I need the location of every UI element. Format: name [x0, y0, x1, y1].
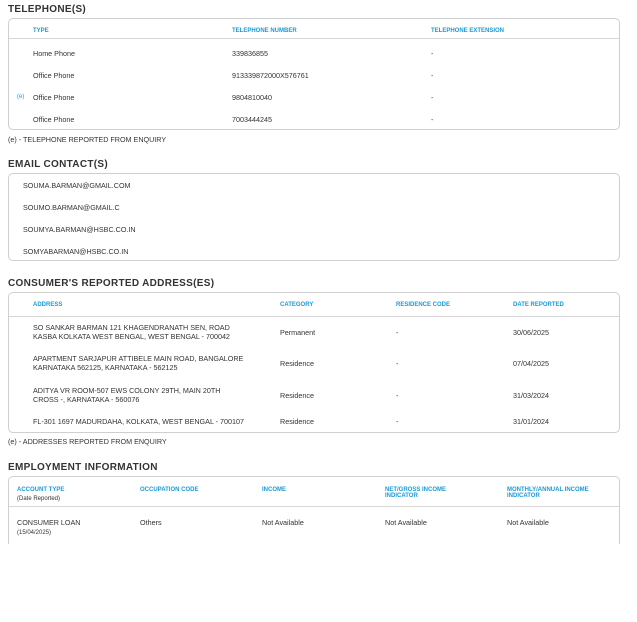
email-item: SOUMO.BARMAN@GMAIL.C: [23, 203, 120, 212]
telephones-note: (e) - TELEPHONE REPORTED FROM ENQUIRY: [8, 135, 167, 144]
monthly-line2: INDICATOR: [507, 493, 540, 499]
address-date: 07/04/2025: [513, 359, 549, 368]
address-date: 30/06/2025: [513, 328, 549, 337]
address-line1: ADITYA VR ROOM-507 EWS COLONY 29TH, MAIN 20TH: [33, 386, 221, 395]
address-line1: SO SANKAR BARMAN 121 KHAGENDRANATH SEN, ROAD: [33, 323, 230, 332]
col-account-type-label: ACCOUNT TYPE: [17, 487, 65, 493]
enquiry-mark: (e): [17, 94, 25, 100]
employment-table: [8, 476, 620, 544]
phone-type: Office Phone: [33, 115, 75, 124]
account-type-date: (15/04/2025): [17, 530, 52, 536]
col-account-type-sub: (Date Reported): [17, 496, 61, 502]
phone-type: Office Phone: [33, 93, 75, 102]
col-net-gross-indicator: [385, 487, 446, 499]
address-category: Residence: [280, 417, 314, 426]
address-text: [33, 354, 243, 372]
address-text: [33, 386, 220, 404]
email-item: SOUMYA.BARMAN@HSBC.CO.IN: [23, 225, 136, 234]
address-category: Residence: [280, 359, 314, 368]
address-residence-code: -: [396, 359, 399, 368]
col-occupation-code: OCCUPATION CODE: [140, 487, 199, 493]
phone-extension: -: [431, 93, 434, 102]
address-date: 31/03/2024: [513, 391, 549, 400]
phone-number: 7003444245: [232, 115, 272, 124]
net-gross-line2: INDICATOR: [385, 493, 418, 499]
employment-account-type: [17, 518, 81, 538]
employment-income: Not Available: [262, 518, 304, 527]
col-type: TYPE: [33, 28, 49, 34]
col-date-reported: DATE REPORTED: [513, 302, 564, 308]
col-account-type: [17, 487, 64, 502]
col-monthly-annual-indicator: [507, 487, 589, 499]
phone-extension: -: [431, 71, 434, 80]
phone-type: Office Phone: [33, 71, 75, 80]
phone-extension: -: [431, 49, 434, 58]
phone-type: Home Phone: [33, 49, 75, 58]
address-text: [33, 323, 230, 341]
col-income: INCOME: [262, 487, 286, 493]
address-residence-code: -: [396, 328, 399, 337]
phone-number: 339836855: [232, 49, 268, 58]
employment-title: EMPLOYMENT INFORMATION: [8, 462, 158, 473]
col-telephone-extension: TELEPHONE EXTENSION: [431, 28, 505, 34]
employment-occupation: Others: [140, 518, 162, 527]
addresses-title: CONSUMER'S REPORTED ADDRESS(ES): [8, 278, 215, 289]
emails-list: [8, 173, 620, 261]
col-telephone-number: TELEPHONE NUMBER: [232, 28, 297, 34]
net-gross-line1: NET/GROSS INCOME: [385, 487, 447, 493]
address-line1: APARTMENT SARJAPUR ATTIBELE MAIN ROAD, BANGALORE: [33, 354, 244, 363]
address-category: Residence: [280, 391, 314, 400]
phone-extension: -: [431, 115, 434, 124]
address-residence-code: -: [396, 391, 399, 400]
monthly-line1: MONTHLY/ANNUAL INCOME: [507, 487, 589, 493]
address-line2: CROSS -, KARNATAKA - 560076: [33, 395, 140, 404]
col-address: ADDRESS: [33, 302, 63, 308]
emails-title: EMAIL CONTACT(S): [8, 159, 108, 170]
addresses-table: [8, 292, 620, 433]
address-line2: KARNATAKA 562125, KARNATAKA - 562125: [33, 363, 178, 372]
address-line2: KASBA KOLKATA WEST BENGAL, WEST BENGAL - 700042: [33, 332, 230, 341]
account-type-value: CONSUMER LOAN: [17, 518, 81, 527]
email-item: SOMYABARMAN@HSBC.CO.IN: [23, 247, 129, 256]
address-date: 31/01/2024: [513, 417, 549, 426]
employment-monthly-annual: Not Available: [507, 518, 549, 527]
header-divider: [9, 38, 619, 39]
telephones-title: TELEPHONE(S): [8, 4, 87, 15]
address-category: Permanent: [280, 328, 316, 337]
col-residence-code: RESIDENCE CODE: [396, 302, 451, 308]
address-residence-code: -: [396, 417, 399, 426]
phone-number: 913339872000X576761: [232, 71, 309, 80]
email-item: SOUMA.BARMAN@GMAIL.COM: [23, 181, 131, 190]
phone-number: 9804810040: [232, 93, 272, 102]
header-divider: [9, 316, 619, 317]
employment-net-gross: Not Available: [385, 518, 427, 527]
address-text: FL-301 1697 MADURDAHA, KOLKATA, WEST BENGAL - 700107: [33, 417, 245, 426]
col-category: CATEGORY: [280, 302, 314, 308]
telephones-table: [8, 18, 620, 130]
header-divider: [9, 506, 619, 507]
addresses-note: (e) - ADDRESSES REPORTED FROM ENQUIRY: [8, 437, 167, 446]
